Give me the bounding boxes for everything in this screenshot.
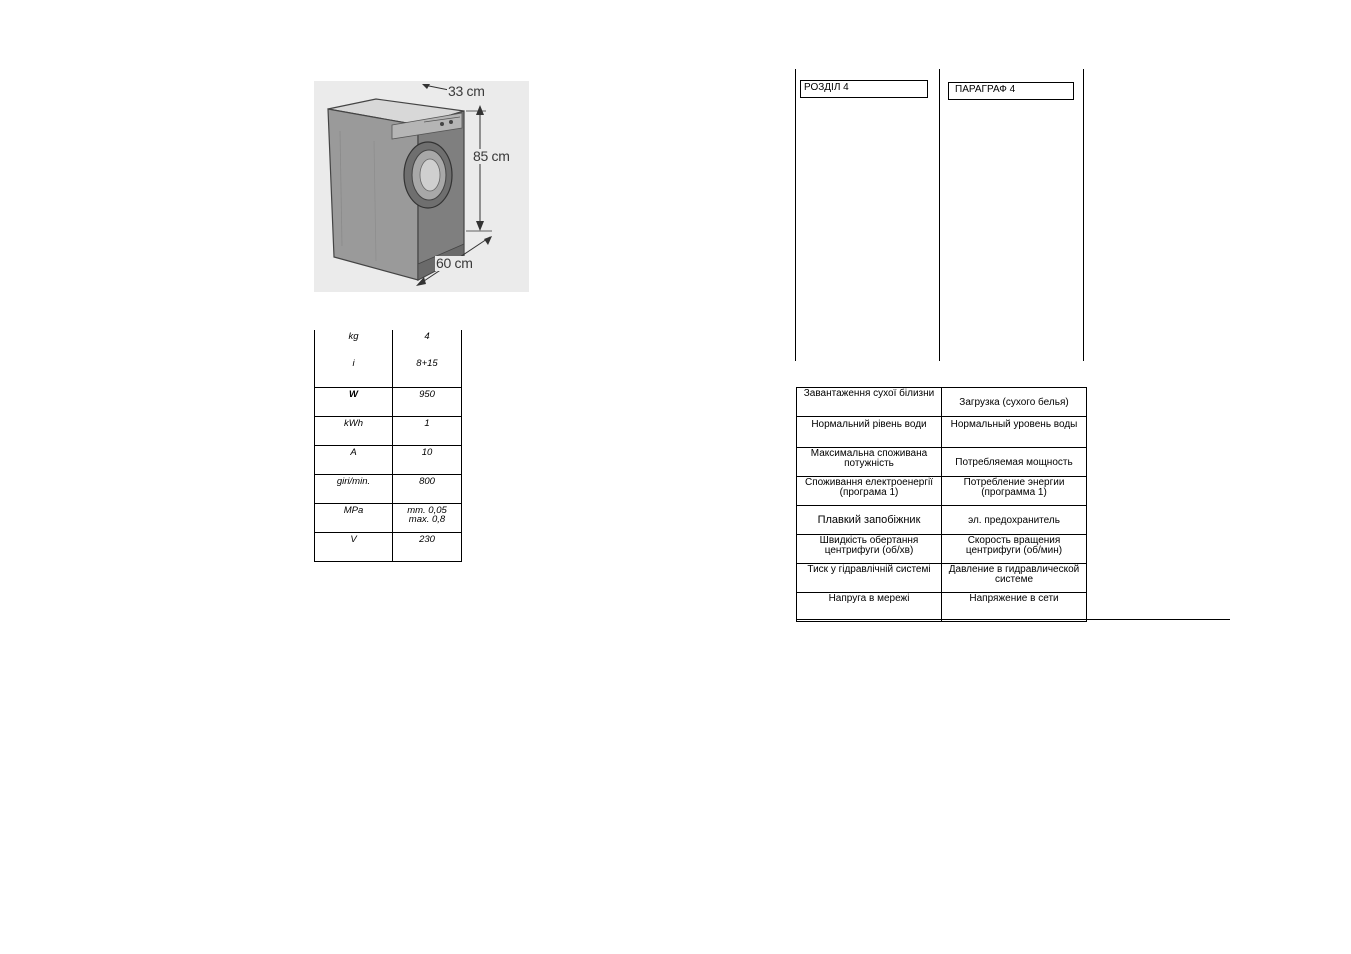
table-row xyxy=(797,564,1087,593)
spec-unit: kWh xyxy=(315,417,393,446)
spec-value: 4 xyxy=(424,331,430,342)
table-row xyxy=(315,504,462,533)
frame-divider xyxy=(795,69,796,361)
russian-cell: Нормальный уровень воды xyxy=(942,417,1087,448)
spec-value-cell xyxy=(393,504,462,533)
russian-cell: эл. предохранитель xyxy=(942,506,1087,535)
table-row xyxy=(315,446,462,475)
ukrainian-cell: Тиск у гідравлічній системі xyxy=(797,564,942,593)
bilingual-spec-table xyxy=(796,387,1087,622)
russian-cell: Загрузка (сухого белья) xyxy=(942,388,1087,417)
washing-machine-drawing xyxy=(314,81,529,292)
spec-value: 800 xyxy=(393,475,462,504)
ukrainian-cell: Швидкість обертання центрифуги (об/хв) xyxy=(797,535,942,564)
spec-unit: kg xyxy=(348,331,359,342)
table-row xyxy=(797,388,1087,417)
spec-unit: V xyxy=(315,533,393,562)
bottom-rule xyxy=(796,619,1230,620)
russian-cell: Скорость вращения центрифуги (об/мин) xyxy=(942,535,1087,564)
table-row xyxy=(797,477,1087,506)
table-row xyxy=(797,593,1087,622)
table-row xyxy=(797,506,1087,535)
russian-cell: Давление в гидравлической системе xyxy=(942,564,1087,593)
paragraph-label-text: ПАРАГРАФ 4 xyxy=(955,84,1016,95)
depth-dimension-label: 33 cm xyxy=(448,83,485,99)
section-label-text: РОЗДІЛ 4 xyxy=(804,82,849,93)
spec-unit: i xyxy=(352,358,355,369)
russian-cell: Потребление энергии (программа 1) xyxy=(942,477,1087,506)
table-row xyxy=(315,417,462,446)
ukrainian-cell: Завантаження сухої білизни xyxy=(797,388,942,417)
table-row xyxy=(315,533,462,562)
russian-cell: Потребляемая мощность xyxy=(942,448,1087,477)
washing-machine-illustration xyxy=(314,81,529,292)
spec-unit: MPa xyxy=(315,504,393,533)
spec-unit-cell xyxy=(315,330,393,388)
table-row xyxy=(797,535,1087,564)
paragraph-label xyxy=(948,82,1074,100)
table-row xyxy=(797,417,1087,448)
spec-unit: A xyxy=(315,446,393,475)
russian-cell: Напряжение в сети xyxy=(942,593,1087,622)
spec-unit: giri/min. xyxy=(315,475,393,504)
table-row xyxy=(315,330,462,388)
spec-value: 1 xyxy=(393,417,462,446)
spec-value-cell xyxy=(393,330,462,388)
ukrainian-cell: Максимальна споживана потужність xyxy=(797,448,942,477)
spec-value: max. 0,8 xyxy=(408,514,446,525)
technical-spec-table xyxy=(314,330,462,562)
ukrainian-cell: Споживання електроенергії (програма 1) xyxy=(797,477,942,506)
width-dimension-label: 60 cm xyxy=(436,255,473,271)
spec-unit: W xyxy=(315,388,393,417)
ukrainian-cell: Нормальний рівень води xyxy=(797,417,942,448)
frame-divider xyxy=(939,69,940,361)
spec-value: 950 xyxy=(393,388,462,417)
spec-value: 8+15 xyxy=(416,358,438,369)
spec-value: 10 xyxy=(393,446,462,475)
spec-value: mm. 0,05 xyxy=(407,505,447,516)
table-row xyxy=(797,448,1087,477)
table-row xyxy=(315,475,462,504)
frame-divider xyxy=(1083,69,1084,361)
table-row xyxy=(315,388,462,417)
ukrainian-cell: Плавкий запобіжник xyxy=(797,506,942,535)
section-label xyxy=(800,80,928,98)
height-dimension-label: 85 cm xyxy=(473,148,510,164)
spec-value: 230 xyxy=(393,533,462,562)
ukrainian-cell: Напруга в мережі xyxy=(797,593,942,622)
